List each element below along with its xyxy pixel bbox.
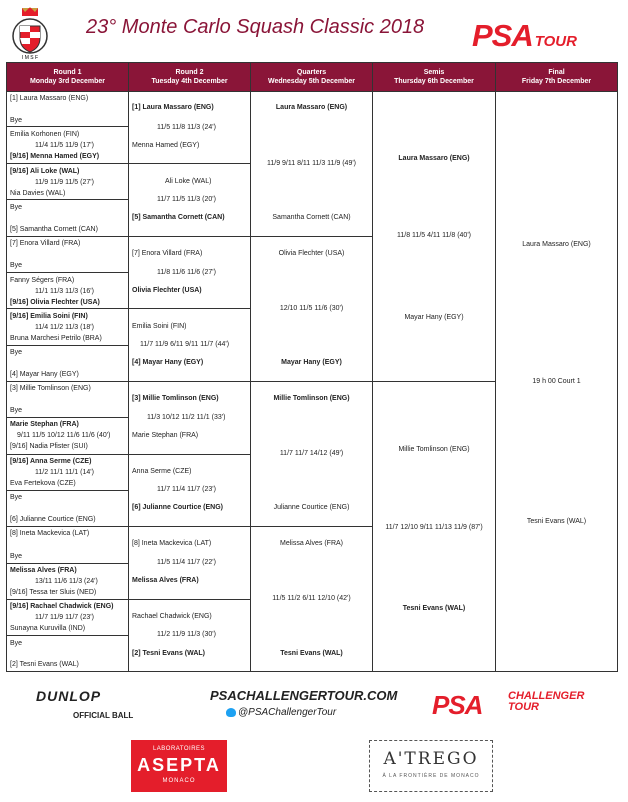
r1-m1-player2: Bye (10, 117, 23, 124)
psa-twitter-handle[interactable]: @PSAChallengerTour (238, 707, 337, 718)
r1-m2-player2: [9/16] Menna Hamed (EGY) (10, 153, 100, 160)
r2-m6-player2: [6] Julianne Courtice (ENG) (132, 504, 224, 511)
r1-m3-player2: Nia Davies (WAL) (10, 190, 66, 197)
r2-m4-player1: Emilia Soini (FIN) (132, 323, 187, 330)
tournament-bracket (6, 62, 618, 672)
r1-m6-score: 11/1 11/3 11/3 (16') (35, 288, 94, 295)
sf-m1-score: 11/8 11/5 4/11 11/8 (40') (397, 232, 471, 239)
r1-m12-player2: [6] Julianne Courtice (ENG) (10, 516, 96, 523)
r1-m3-score: 11/9 11/9 11/5 (27') (35, 179, 94, 186)
r2-m5-player1: [3] Millie Tomlinson (ENG) (132, 395, 219, 402)
qf-m1-player2: Samantha Cornett (CAN) (272, 214, 351, 221)
psa-challenger-psa-text: PSA (432, 690, 483, 720)
final-player2: Tesni Evans (WAL) (526, 518, 587, 525)
r1-m6-player2: [9/16] Olivia Flechter (USA) (10, 299, 100, 306)
r1-m9-player1: [3] Millie Tomlinson (ENG) (10, 385, 91, 392)
r2-m6-score: 11/7 11/4 11/7 (23') (157, 486, 216, 493)
column-header-semis: Semis Thursday 6th December (373, 63, 495, 91)
r1-m14-player2: [9/16] Tessa ter Sluis (NED) (10, 589, 97, 596)
r1-m4-player1: Bye (10, 204, 23, 211)
column-header-final: Final Friday 7th December (496, 63, 617, 91)
r1-m2-player1: Emilia Korhonen (FIN) (10, 131, 80, 138)
r2-m5-player2: Marie Stephan (FRA) (132, 432, 199, 439)
r1-m6-player1: Fanny Ségers (FRA) (10, 277, 75, 284)
qf-m2-score: 12/10 11/5 11/6 (30') (279, 305, 344, 312)
qf-m1-score: 11/9 9/11 8/11 11/3 11/9 (49') (266, 160, 357, 167)
r1-m5-player2: Bye (10, 262, 23, 269)
r1-m15-score: 11/7 11/9 11/7 (23') (35, 614, 94, 621)
crest-text: I M S F (21, 55, 39, 61)
r1-m14-score: 13/11 11/6 11/3 (24') (35, 578, 98, 585)
r1-m1-player1: [1] Laura Massaro (ENG) (10, 95, 89, 102)
r1-m15-player2: Sunayna Kuruvilla (IND) (10, 625, 86, 632)
r1-m11-score: 11/2 11/1 11/1 (14') (35, 469, 94, 476)
sf-m2-player2: Tesni Evans (WAL) (402, 605, 466, 612)
final-player1: Laura Massaro (ENG) (522, 241, 591, 248)
r1-m8-player2: [4] Mayar Hany (EGY) (10, 371, 79, 378)
psa-website[interactable]: PSACHALLENGERTOUR.COM (210, 688, 398, 703)
page-title: 23° Monte Carlo Squash Classic 2018 (86, 16, 425, 38)
qf-m4-score: 11/5 11/2 6/11 12/10 (42') (272, 595, 351, 602)
r2-m8-player1: Rachael Chadwick (ENG) (132, 613, 212, 620)
atrego-logo: A'TREGO À LA FRONTIÈRE DE MONACO (369, 740, 493, 792)
qf-m3-player1: Millie Tomlinson (ENG) (273, 395, 350, 402)
r1-m10-score: 9/11 11/5 10/12 11/6 11/6 (40') (17, 432, 111, 439)
r2-m3-player1: [7] Enora Villard (FRA) (132, 250, 203, 257)
column-header-quarters: Quarters Wednesday 5th December (251, 63, 372, 91)
r2-m1-player2: Menna Hamed (EGY) (132, 142, 200, 149)
qf-m3-player2: Julianne Courtice (ENG) (273, 504, 350, 511)
psa-logo-text: PSA (472, 18, 533, 53)
column-header-round2: Round 2 Tuesday 4th December (129, 63, 250, 91)
r2-m7-score: 11/5 11/4 11/7 (22') (157, 559, 216, 566)
psa-challenger-text: CHALLENGER TOUR (508, 690, 585, 713)
r2-m8-player2: [2] Tesni Evans (WAL) (132, 650, 205, 657)
monaco-crest-logo (8, 6, 52, 62)
r2-m6-player1: Anna Serme (CZE) (132, 468, 192, 475)
twitter-icon (226, 708, 236, 717)
r1-m12-player1: Bye (10, 494, 23, 501)
sf-m2-player1: Millie Tomlinson (ENG) (398, 446, 470, 453)
r2-m3-player2: Olivia Flechter (USA) (132, 287, 202, 294)
qf-m2-player2: Mayar Hany (EGY) (281, 359, 342, 366)
r1-m11-player1: [9/16] Anna Serme (CZE) (10, 458, 92, 465)
r2-m7-player2: Melissa Alves (FRA) (132, 577, 199, 584)
r1-m16-player2: [2] Tesni Evans (WAL) (10, 661, 79, 668)
r1-m4-player2: [5] Samantha Cornett (CAN) (10, 226, 98, 233)
r2-m5-score: 11/3 10/12 11/2 11/1 (33') (147, 414, 226, 421)
r1-m7-player1: [9/16] Emilia Soini (FIN) (10, 313, 88, 320)
psa-tour-text: TOUR (534, 33, 577, 50)
dunlop-logo: DUNLOP (36, 688, 102, 704)
r2-m8-score: 11/2 11/9 11/3 (30') (157, 631, 216, 638)
sf-m1-player1: Laura Massaro (ENG) (398, 155, 470, 162)
dunlop-official-ball: OFFICIAL BALL (73, 711, 134, 720)
asepta-logo: LABORATOIRES ASEPTA MONACO (131, 740, 227, 792)
r2-m2-player2: [5] Samantha Cornett (CAN) (132, 214, 225, 221)
psa-tour-logo (472, 18, 577, 54)
r1-m2-score: 11/4 11/5 11/9 (17') (35, 142, 94, 149)
r1-m10-player2: [9/16] Nadia Pfister (SUI) (10, 443, 88, 450)
column-header-round1: Round 1 Monday 3rd December (7, 63, 128, 91)
qf-m4-player1: Melissa Alves (FRA) (279, 540, 343, 547)
sf-m2-score: 11/7 12/10 9/11 11/13 11/9 (87') (385, 524, 483, 531)
qf-m1-player1: Laura Massaro (ENG) (275, 104, 348, 111)
r2-m3-score: 11/8 11/6 11/6 (27') (157, 269, 216, 276)
qf-m2-player1: Olivia Flechter (USA) (278, 250, 345, 257)
final-info: 19 h 00 Court 1 (532, 378, 581, 385)
r2-m2-score: 11/7 11/5 11/3 (20') (157, 196, 216, 203)
r1-m7-player2: Bruna Marchesi Petrilo (BRA) (10, 335, 102, 342)
r1-m7-score: 11/4 11/2 11/3 (18') (35, 324, 94, 331)
r1-m14-player1: Melissa Alves (FRA) (10, 567, 77, 574)
r2-m7-player1: [8] Ineta Mackevica (LAT) (132, 540, 212, 547)
r2-m2-player1: Ali Loke (WAL) (165, 178, 212, 185)
r2-m4-score: 11/7 11/9 6/11 9/11 11/7 (44') (140, 341, 230, 348)
r1-m3-player1: [9/16] Ali Loke (WAL) (10, 168, 80, 175)
r1-m10-player1: Marie Stephan (FRA) (10, 421, 79, 428)
r1-m8-player1: Bye (10, 349, 23, 356)
psa-challenger-tour-logo (432, 690, 585, 721)
r2-m1-score: 11/5 11/8 11/3 (24') (157, 124, 216, 131)
r1-m13-player2: Bye (10, 553, 23, 560)
r1-m15-player1: [9/16] Rachael Chadwick (ENG) (10, 603, 114, 610)
r1-m5-player1: [7] Enora Villard (FRA) (10, 240, 81, 247)
qf-m4-player2: Tesni Evans (WAL) (280, 650, 343, 657)
sf-m1-player2: Mayar Hany (EGY) (404, 314, 464, 321)
r1-m16-player1: Bye (10, 640, 23, 647)
r2-m4-player2: [4] Mayar Hany (EGY) (132, 359, 204, 366)
r1-m11-player2: Eva Fertekova (CZE) (10, 480, 76, 487)
qf-m3-score: 11/7 11/7 14/12 (49') (279, 450, 344, 457)
r1-m13-player1: [8] Ineta Mackevica (LAT) (10, 530, 90, 537)
r2-m1-player1: [1] Laura Massaro (ENG) (132, 104, 214, 111)
r1-m9-player2: Bye (10, 407, 23, 414)
